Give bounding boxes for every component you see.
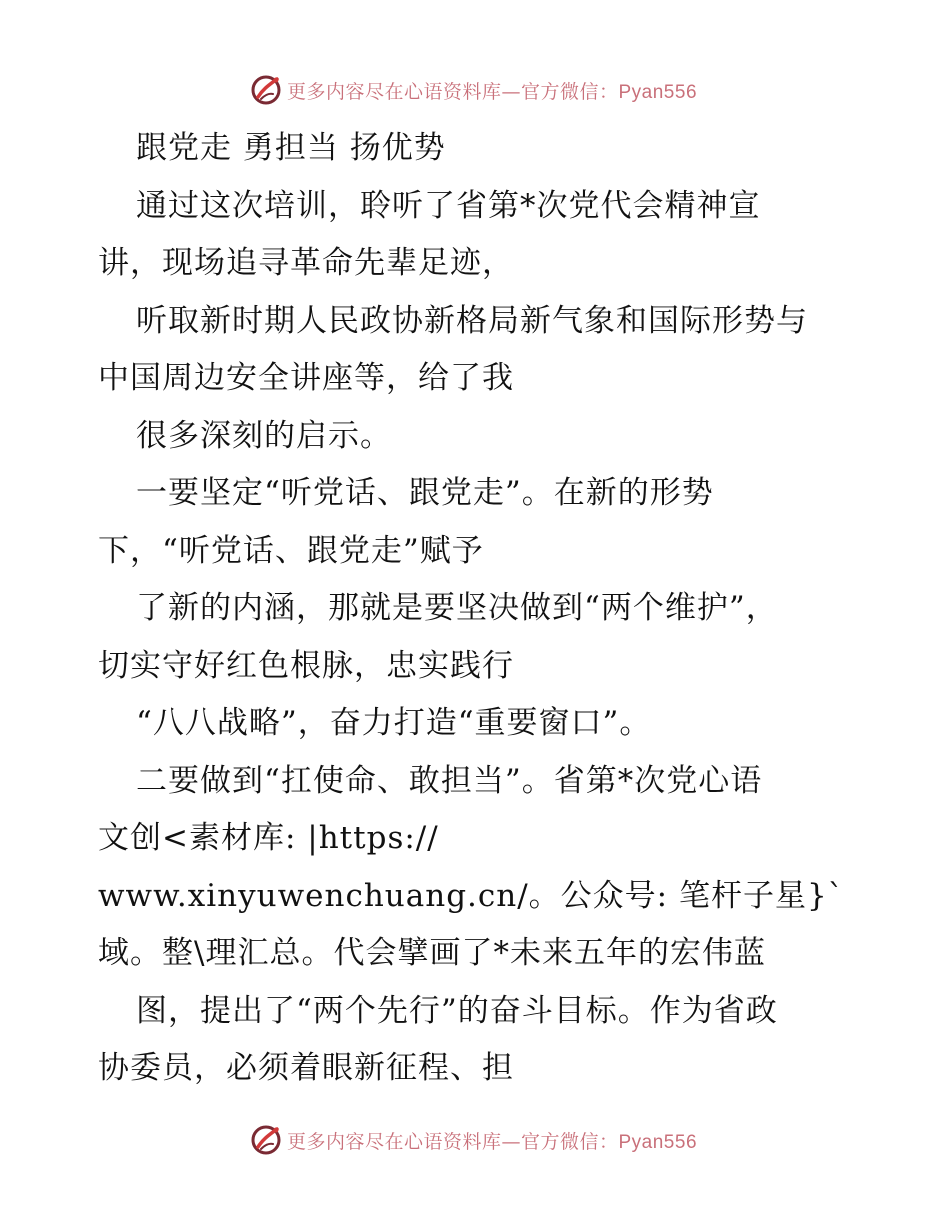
paragraph-line: 讲，现场追寻革命先辈足迹， xyxy=(98,245,514,281)
ink-brush-logo-icon xyxy=(249,1123,283,1157)
paragraph-line: 图，提出了“两个先行”的奋斗目标。作为省政 xyxy=(136,992,778,1029)
paragraph-line: “八八战略”，奋力打造“重要窗口”。 xyxy=(136,705,652,741)
document-body xyxy=(98,120,858,1098)
header-banner-content xyxy=(249,73,697,107)
document-title: 跟党走 勇担当 扬优势 xyxy=(136,130,446,166)
paragraph-line: www.xinyuwenchuang.cn/。公众号: 笔杆子星}` xyxy=(98,877,845,914)
header-banner xyxy=(0,70,950,110)
header-banner-text xyxy=(287,77,697,104)
header-banner-cn: 更多内容尽在心语资料库—官方微信： xyxy=(286,80,619,103)
paragraph-line: 一要坚定“听党话、跟党走”。在新的形势 xyxy=(136,475,714,511)
ink-brush-logo-icon xyxy=(249,73,283,107)
footer-banner-wechat-id: Pyan556 xyxy=(618,1131,698,1153)
footer-banner xyxy=(0,1120,950,1160)
paragraph-line: 协委员，必须着眼新征程、担 xyxy=(98,1050,514,1086)
paragraph-line: 下，“听党话、跟党走”赋予 xyxy=(98,532,484,569)
paragraph-line: 文创<素材库: |https:// xyxy=(98,820,439,856)
paragraph-line: 中国周边安全讲座等，给了我 xyxy=(98,360,514,396)
footer-banner-cn: 更多内容尽在心语资料库—官方微信： xyxy=(286,1130,619,1153)
footer-banner-content xyxy=(249,1123,697,1157)
paragraph-line: 通过这次培训，聆听了省第*次党代会精神宣 xyxy=(136,187,761,224)
paragraph-line: 了新的内涵，那就是要坚决做到“两个维护”， xyxy=(136,590,778,626)
paragraph-line: 域。整\理汇总。代会擘画了*未来五年的宏伟蓝 xyxy=(98,935,766,971)
footer-banner-text xyxy=(287,1127,697,1154)
paragraph-line: 二要做到“扛使命、敢担当”。省第*次党心语 xyxy=(136,762,763,799)
header-banner-wechat-id: Pyan556 xyxy=(618,81,698,103)
paragraph-line: 听取新时期人民政协新格局新气象和国际形势与 xyxy=(136,302,808,339)
paragraph-line: 切实守好红色根脉，忠实践行 xyxy=(98,647,514,684)
paragraph-line: 很多深刻的启示。 xyxy=(136,417,392,454)
